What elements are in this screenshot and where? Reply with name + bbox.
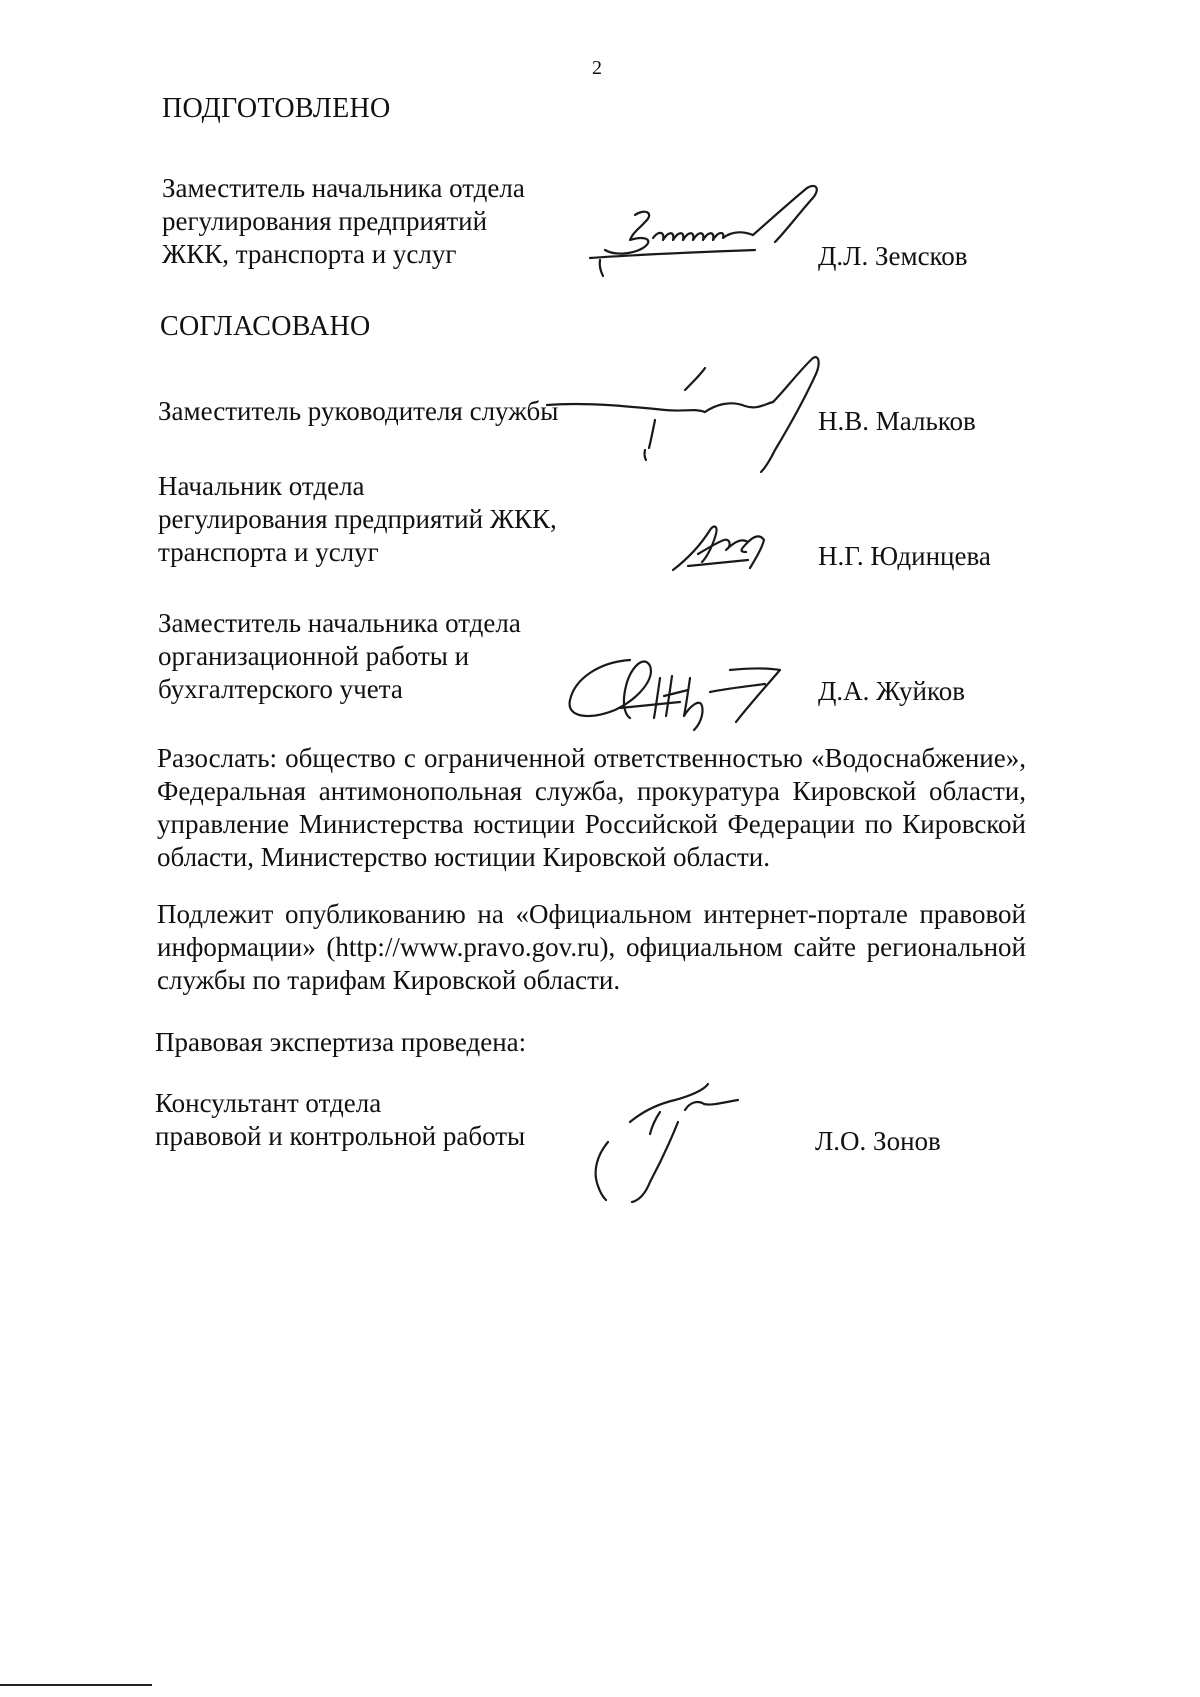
signatory-position-2: Начальник отдела регулирования предприятий ЖКК, транспорта и услуг xyxy=(158,471,557,567)
publication-paragraph: Подлежит опубликованию на «Официальном интернет-портале правовой информации» (http://www.pravo.gov.ru), официальном сайте региональной службы по тарифам Кировской области. xyxy=(157,899,1026,995)
prepared-heading: ПОДГОТОВЛЕНО xyxy=(162,93,391,124)
signatory-position-1: Заместитель руководителя службы xyxy=(158,396,559,426)
legal-review-position: Консультант отдела правовой и контрольной работы xyxy=(155,1088,526,1151)
prepared-position: Заместитель начальника отдела регулирования предприятий ЖКК, транспорта и услуг xyxy=(162,173,525,269)
zemskov-signature xyxy=(585,180,830,280)
signatory-name-1: Н.В. Мальков xyxy=(818,406,976,436)
distribution-paragraph: Разослать: общество с ограниченной ответственностью «Водоснабжение», Федеральная антимонопольная служба, прокуратура Кировской области, управление Министерства юстиции Российской Федерации по Кировской области, Министерство юстиции Кировской области. xyxy=(157,743,1026,872)
signatory-name-2: Н.Г. Юдинцева xyxy=(818,541,991,571)
prepared-name: Д.Л. Земсков xyxy=(818,241,968,271)
malkov-signature xyxy=(545,350,835,475)
legal-review-name: Л.О. Зонов xyxy=(815,1126,941,1156)
agreed-heading: СОГЛАСОВАНО xyxy=(160,311,371,342)
zhuikov-signature xyxy=(560,648,810,738)
legal-review-heading: Правовая экспертиза проведена: xyxy=(155,1027,527,1057)
signatory-name-3: Д.А. Жуйков xyxy=(818,676,965,706)
yudintseva-signature xyxy=(668,518,788,578)
signatory-position-3: Заместитель начальника отдела организационной работы и бухгалтерского учета xyxy=(158,608,521,704)
page-number: 2 xyxy=(592,57,602,79)
scan-edge-line xyxy=(0,1684,152,1686)
zonov-signature xyxy=(580,1082,750,1207)
